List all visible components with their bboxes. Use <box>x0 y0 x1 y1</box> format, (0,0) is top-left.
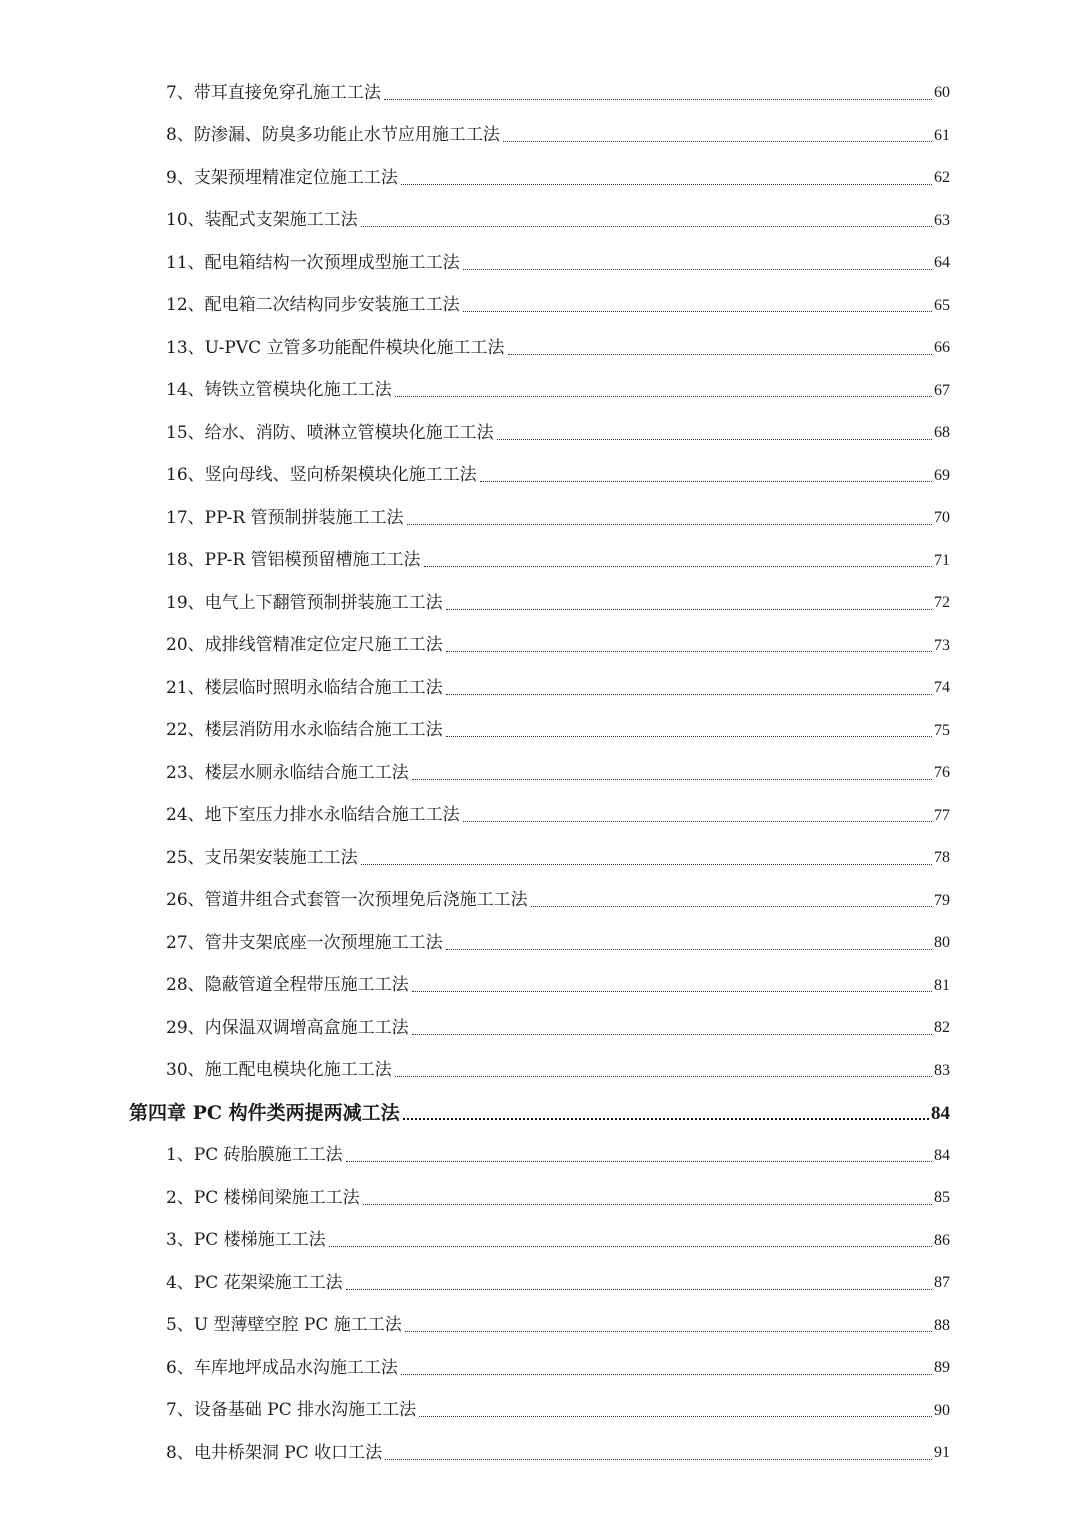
toc-entry[interactable] <box>0 1305 1080 1348</box>
dot-leader <box>329 1246 932 1247</box>
toc-page-number: 74 <box>934 679 950 697</box>
dot-leader <box>480 481 932 482</box>
toc-page-number: 84 <box>934 1146 950 1164</box>
toc-entry-title: 9、支架预埋精准定位施工工法 <box>166 167 398 188</box>
toc-entry[interactable] <box>0 455 1080 498</box>
toc-entry-title: 19、电气上下翻管预制拼装施工工法 <box>166 592 443 613</box>
dot-leader <box>463 269 932 270</box>
dot-leader <box>405 1331 932 1332</box>
toc-entry[interactable] <box>0 1050 1080 1093</box>
toc-page-number: 66 <box>934 339 950 357</box>
toc-page-number: 70 <box>934 509 950 527</box>
toc-entry[interactable] <box>0 752 1080 795</box>
dot-leader <box>463 311 932 312</box>
dot-leader <box>446 736 932 737</box>
toc-entry-title: 15、给水、消防、喷淋立管模块化施工工法 <box>166 422 494 443</box>
toc-entry-title: 29、内保温双调增高盒施工工法 <box>166 1017 409 1038</box>
dot-leader <box>403 1118 929 1120</box>
toc-page-number: 68 <box>934 424 950 442</box>
dot-leader <box>384 99 932 100</box>
toc-entry-title: 13、U-PVC 立管多功能配件模块化施工工法 <box>166 337 505 358</box>
toc-entry-title: 3、PC 楼梯施工工法 <box>166 1230 326 1251</box>
dot-leader <box>363 1204 932 1205</box>
toc-page-number: 64 <box>934 254 950 272</box>
toc-page-number: 81 <box>934 976 950 994</box>
toc-entry-title: 30、施工配电模块化施工工法 <box>166 1060 392 1081</box>
dot-leader <box>346 1161 932 1162</box>
toc-page-number: 67 <box>934 381 950 399</box>
toc-page-number: 87 <box>934 1274 950 1292</box>
toc-entry-title: 8、电井桥架洞 PC 收口工法 <box>166 1442 383 1463</box>
toc-entry-title: 18、PP-R 管铝模预留槽施工工法 <box>166 550 421 571</box>
dot-leader <box>361 864 932 865</box>
dot-leader <box>412 1034 932 1035</box>
dot-leader <box>412 779 932 780</box>
dot-leader <box>446 651 932 652</box>
toc-entry-title: 25、支吊架安装施工工法 <box>166 847 358 868</box>
toc-entry[interactable] <box>0 370 1080 413</box>
toc-entry-title: 22、楼层消防用水永临结合施工工法 <box>166 720 443 741</box>
toc-page-number: 84 <box>931 1102 950 1124</box>
toc-entry-title: 17、PP-R 管预制拼装施工工法 <box>166 507 404 528</box>
toc-entry-title: 5、U 型薄壁空腔 PC 施工工法 <box>166 1315 402 1336</box>
toc-page-number: 77 <box>934 806 950 824</box>
toc-entry[interactable] <box>0 1007 1080 1050</box>
toc-entry[interactable] <box>0 200 1080 243</box>
toc-entry[interactable] <box>0 1220 1080 1263</box>
toc-entry[interactable] <box>0 625 1080 668</box>
toc-entry-title: 28、隐蔽管道全程带压施工工法 <box>166 975 409 996</box>
toc-page-number: 72 <box>934 594 950 612</box>
toc-entry-title: 10、装配式支架施工工法 <box>166 210 358 231</box>
toc-entry-title: 第四章 PC 构件类两提两减工法 <box>129 1101 400 1124</box>
toc-entry[interactable] <box>0 1390 1080 1433</box>
toc-entry-title: 24、地下室压力排水永临结合施工工法 <box>166 805 460 826</box>
toc-page-number: 85 <box>934 1189 950 1207</box>
toc-page-number: 89 <box>934 1359 950 1377</box>
dot-leader <box>446 609 932 610</box>
toc-entry[interactable] <box>0 412 1080 455</box>
toc-entry-title: 4、PC 花架梁施工工法 <box>166 1272 343 1293</box>
toc-entry[interactable] <box>0 922 1080 965</box>
toc-entry[interactable] <box>0 1262 1080 1305</box>
toc-page-number: 63 <box>934 211 950 229</box>
dot-leader <box>508 354 932 355</box>
toc-chapter-entry[interactable] <box>0 1092 1080 1135</box>
dot-leader <box>385 1459 932 1460</box>
toc-page-number: 61 <box>934 126 950 144</box>
dot-leader <box>531 906 932 907</box>
dot-leader <box>412 991 932 992</box>
toc-entry-title: 23、楼层水厕永临结合施工工法 <box>166 762 409 783</box>
toc-page-number: 88 <box>934 1316 950 1334</box>
toc-entry[interactable] <box>0 837 1080 880</box>
toc-entry[interactable] <box>0 710 1080 753</box>
toc-entry[interactable] <box>0 880 1080 923</box>
toc-entry-title: 11、配电箱结构一次预埋成型施工工法 <box>166 252 460 273</box>
toc-entry-title: 27、管井支架底座一次预埋施工工法 <box>166 932 443 953</box>
toc-entry[interactable] <box>0 965 1080 1008</box>
toc-entry[interactable] <box>0 497 1080 540</box>
toc-entry-title: 26、管道井组合式套管一次预埋免后浇施工工法 <box>166 890 528 911</box>
toc-entry[interactable] <box>0 157 1080 200</box>
dot-leader <box>446 949 932 950</box>
dot-leader <box>395 1076 932 1077</box>
toc-entry[interactable] <box>0 582 1080 625</box>
toc-entry-title: 14、铸铁立管模块化施工工法 <box>166 380 392 401</box>
toc-entry[interactable] <box>0 1347 1080 1390</box>
toc-entry[interactable] <box>0 540 1080 583</box>
toc-entry-title: 20、成排线管精准定位定尺施工工法 <box>166 635 443 656</box>
toc-page-number: 60 <box>934 84 950 102</box>
toc-entry[interactable] <box>0 242 1080 285</box>
toc-entry-title: 1、PC 砖胎膜施工工法 <box>166 1145 343 1166</box>
toc-page-number: 75 <box>934 721 950 739</box>
toc-entry[interactable] <box>0 1177 1080 1220</box>
toc-entry[interactable] <box>0 1135 1080 1178</box>
toc-entry-title: 8、防渗漏、防臭多功能止水节应用施工工法 <box>166 125 500 146</box>
dot-leader <box>419 1416 932 1417</box>
toc-entry[interactable] <box>0 115 1080 158</box>
dot-leader <box>503 141 932 142</box>
toc-page-number: 86 <box>934 1231 950 1249</box>
toc-page-number: 73 <box>934 636 950 654</box>
toc-page-number: 83 <box>934 1061 950 1079</box>
table-of-contents <box>0 72 1080 1475</box>
toc-page-number: 69 <box>934 466 950 484</box>
toc-entry[interactable] <box>0 327 1080 370</box>
toc-entry-title: 12、配电箱二次结构同步安装施工工法 <box>166 295 460 316</box>
toc-entry-title: 6、车库地坪成品水沟施工工法 <box>166 1357 398 1378</box>
toc-page-number: 79 <box>934 891 950 909</box>
toc-entry-title: 21、楼层临时照明永临结合施工工法 <box>166 677 443 698</box>
toc-page-number: 71 <box>934 551 950 569</box>
dot-leader <box>346 1289 932 1290</box>
toc-page-number: 76 <box>934 764 950 782</box>
dot-leader <box>463 821 932 822</box>
dot-leader <box>361 226 932 227</box>
toc-entry-title: 7、设备基础 PC 排水沟施工工法 <box>166 1400 417 1421</box>
dot-leader <box>401 184 932 185</box>
toc-entry[interactable] <box>0 1432 1080 1475</box>
toc-page-number: 65 <box>934 296 950 314</box>
toc-page-number: 62 <box>934 169 950 187</box>
toc-entry-title: 16、竖向母线、竖向桥架模块化施工工法 <box>166 465 477 486</box>
toc-entry[interactable] <box>0 72 1080 115</box>
toc-entry-title: 2、PC 楼梯间梁施工工法 <box>166 1187 360 1208</box>
dot-leader <box>446 694 932 695</box>
toc-page-number: 82 <box>934 1019 950 1037</box>
dot-leader <box>407 524 932 525</box>
dot-leader <box>424 566 932 567</box>
toc-page-number: 90 <box>934 1401 950 1419</box>
dot-leader <box>401 1374 932 1375</box>
toc-entry[interactable] <box>0 285 1080 328</box>
toc-entry[interactable] <box>0 795 1080 838</box>
toc-page-number: 78 <box>934 849 950 867</box>
toc-page-number: 80 <box>934 934 950 952</box>
dot-leader <box>497 439 932 440</box>
toc-entry-title: 7、带耳直接免穿孔施工工法 <box>166 82 381 103</box>
toc-entry[interactable] <box>0 667 1080 710</box>
toc-page-number: 91 <box>934 1444 950 1462</box>
dot-leader <box>395 396 932 397</box>
